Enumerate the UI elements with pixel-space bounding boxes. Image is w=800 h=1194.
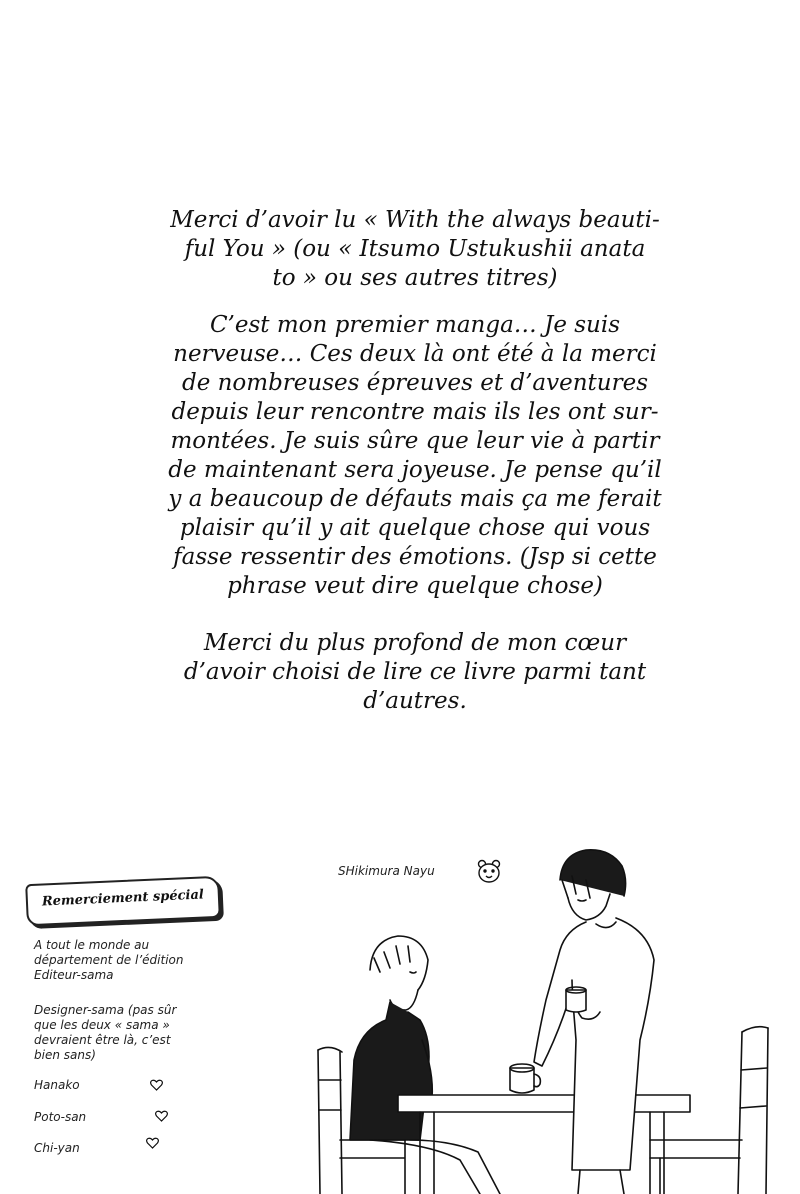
thanks-person-poto-san: Poto-san — [34, 1110, 87, 1124]
seated-man-figure — [350, 936, 500, 1194]
text-line: A tout le monde au — [34, 938, 150, 952]
text-line: devraient être là, c’est — [34, 1033, 171, 1047]
text-line: d’avoir choisi de lire ce livre parmi tant — [183, 659, 647, 685]
thanks-person-chi-yan: Chi-yan — [34, 1141, 80, 1155]
text-line: Merci du plus profond de mon cœur — [203, 630, 627, 656]
text-line: to » ou ses autres titres) — [272, 265, 558, 291]
thanks-paragraph-1 — [120, 206, 710, 293]
text-line: que les deux « sama » — [34, 1018, 170, 1032]
text-line: depuis leur rencontre mais ils les ont sur- — [171, 399, 659, 425]
text-line: fasse ressentir des émotions. (Jsp si cette — [173, 544, 657, 570]
text-line: ful You » (ou « Itsumo Ustukushii anata — [184, 236, 646, 262]
text-line: nerveuse… Ces deux là ont été à la merci — [173, 341, 657, 367]
text-line: phrase veut dire quelque chose) — [227, 573, 603, 599]
special-thanks-box — [25, 876, 221, 926]
heart-icon — [150, 1079, 163, 1091]
heart-icon — [155, 1110, 168, 1122]
thanks-paragraph-3 — [120, 629, 710, 716]
text-line: département de l’édition — [34, 953, 184, 967]
mug-on-table — [510, 1064, 540, 1093]
text-line: de maintenant sera joyeuse. Je pense qu’il — [168, 457, 662, 483]
text-line: plaisir qu’il y ait quelque chose qui vous — [179, 515, 651, 541]
couple-at-table-illustration — [310, 840, 800, 1194]
table — [398, 1095, 690, 1194]
heart-icon — [146, 1137, 159, 1149]
thanks-paragraph-2 — [120, 311, 710, 601]
special-thanks-title: Remerciement spécial — [41, 887, 205, 910]
standing-man-figure — [534, 850, 654, 1194]
thanks-group-designer — [34, 1003, 176, 1063]
thanks-person-hanako: Hanako — [34, 1078, 80, 1092]
author-signature: SHikimura Nayu — [338, 864, 435, 878]
text-line: Merci d’avoir lu « With the always beauti- — [170, 207, 660, 233]
bear-face-icon — [476, 858, 502, 884]
text-line: Editeur-sama — [34, 968, 114, 982]
text-line: y a beaucoup de défauts mais ça me ferait — [168, 486, 662, 512]
text-line: C’est mon premier manga… Je suis — [209, 312, 621, 338]
text-line: Designer-sama (pas sûr — [34, 1003, 177, 1017]
text-line: de nombreuses épreuves et d’aventures — [181, 370, 649, 396]
text-line: montées. Je suis sûre que leur vie à partir — [170, 428, 660, 454]
thanks-group-editorial — [34, 938, 183, 983]
text-line: bien sans) — [34, 1048, 96, 1062]
text-line: d’autres. — [363, 688, 467, 714]
